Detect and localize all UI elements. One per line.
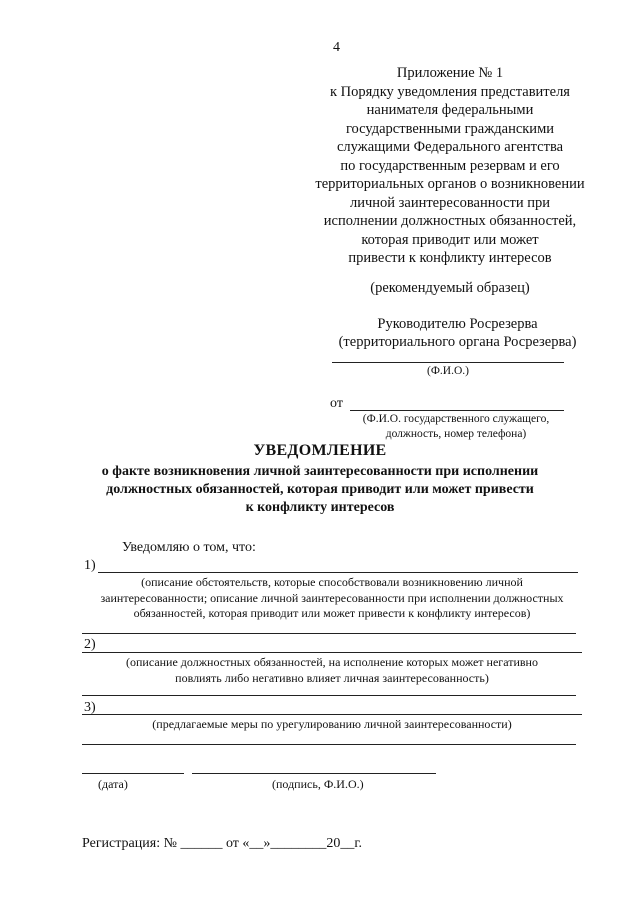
from-label: от xyxy=(330,396,343,411)
from-caption xyxy=(345,412,567,442)
item-3-line[interactable] xyxy=(82,714,582,715)
item-3-desc-line: (предлагаемые меры по урегулированию личной заинтересованности) xyxy=(152,717,512,731)
appendix-line: привести к конфликту интересов xyxy=(348,250,552,266)
item-3-extra-line[interactable] xyxy=(82,744,576,745)
appendix-line: по государственным резервам и его xyxy=(340,157,560,174)
subtitle-line: должностных обязанностей, которая приводит или может привести xyxy=(106,482,534,497)
subtitle-line: к конфликту интересов xyxy=(245,500,395,515)
item-2-extra-line[interactable] xyxy=(82,695,576,696)
item-1-extra-line[interactable] xyxy=(82,633,576,634)
appendix-line: Приложение № 1 xyxy=(396,65,504,81)
signature-caption: (подпись, Ф.И.О.) xyxy=(272,777,364,791)
item-1-desc-line: (описание обстоятельств, которые способствовали возникновению личной xyxy=(141,575,523,589)
item-1-description xyxy=(82,575,582,622)
appendix-line: государственными гражданскими xyxy=(345,120,555,137)
appendix-header xyxy=(300,64,600,268)
document-subtitle xyxy=(70,463,570,517)
appendix-line: личной заинтересованности при xyxy=(349,194,551,211)
addressee-line: Руководителю Росрезерва xyxy=(377,316,538,332)
appendix-line: исполнении должностных обязанностей, xyxy=(323,213,577,229)
item-1-desc-line: заинтересованности; описание личной заинтересованности при исполнении должностных xyxy=(100,590,564,605)
item-2-desc-line: (описание должностных обязанностей, на исполнение которых может негативно xyxy=(126,655,538,669)
item-2-number: 2) xyxy=(84,637,96,652)
date-caption: (дата) xyxy=(98,777,128,791)
date-underline[interactable] xyxy=(82,773,184,774)
item-3-number: 3) xyxy=(84,700,96,715)
appendix-line: к Порядку уведомления представителя xyxy=(330,83,570,100)
registration-line: Регистрация: № ______ от «__»________20__г. xyxy=(82,836,363,851)
document-title: УВЕДОМЛЕНИЕ xyxy=(253,442,387,459)
signature-underline[interactable] xyxy=(192,773,436,774)
addressee-line: (территориального органа Росрезерва) xyxy=(338,334,577,350)
addressee-block xyxy=(330,315,585,351)
page-number: 4 xyxy=(333,40,340,55)
from-underline[interactable] xyxy=(350,410,564,411)
appendix-line: служащими Федерального агентства xyxy=(336,139,564,155)
item-1-desc-line: обязанностей, которая приводит или может привести к конфликту интересов) xyxy=(133,606,531,620)
from-caption-line: (Ф.И.О. государственного служащего, xyxy=(362,413,550,425)
item-1-line[interactable] xyxy=(98,572,578,573)
fio-underline[interactable] xyxy=(332,362,564,363)
item-3-description xyxy=(82,717,582,733)
item-1-number: 1) xyxy=(84,558,96,573)
recommended-sample: (рекомендуемый образец) xyxy=(370,280,530,296)
appendix-line: территориальных органов о возникновении xyxy=(315,176,585,192)
fio-caption: (Ф.И.О.) xyxy=(427,365,469,377)
notify-text: Уведомляю о том, что: xyxy=(122,540,256,555)
item-2-desc-line: повлиять либо негативно влияет личная заинтересованность) xyxy=(175,670,489,685)
subtitle-line: о факте возникновения личной заинтересованности при исполнении xyxy=(101,464,539,479)
item-2-description xyxy=(82,655,582,686)
appendix-line: которая приводит или может xyxy=(361,231,539,248)
appendix-line: нанимателя федеральными xyxy=(366,102,534,118)
item-2-line[interactable] xyxy=(82,652,582,653)
from-caption-line: должность, номер телефона) xyxy=(385,428,527,440)
